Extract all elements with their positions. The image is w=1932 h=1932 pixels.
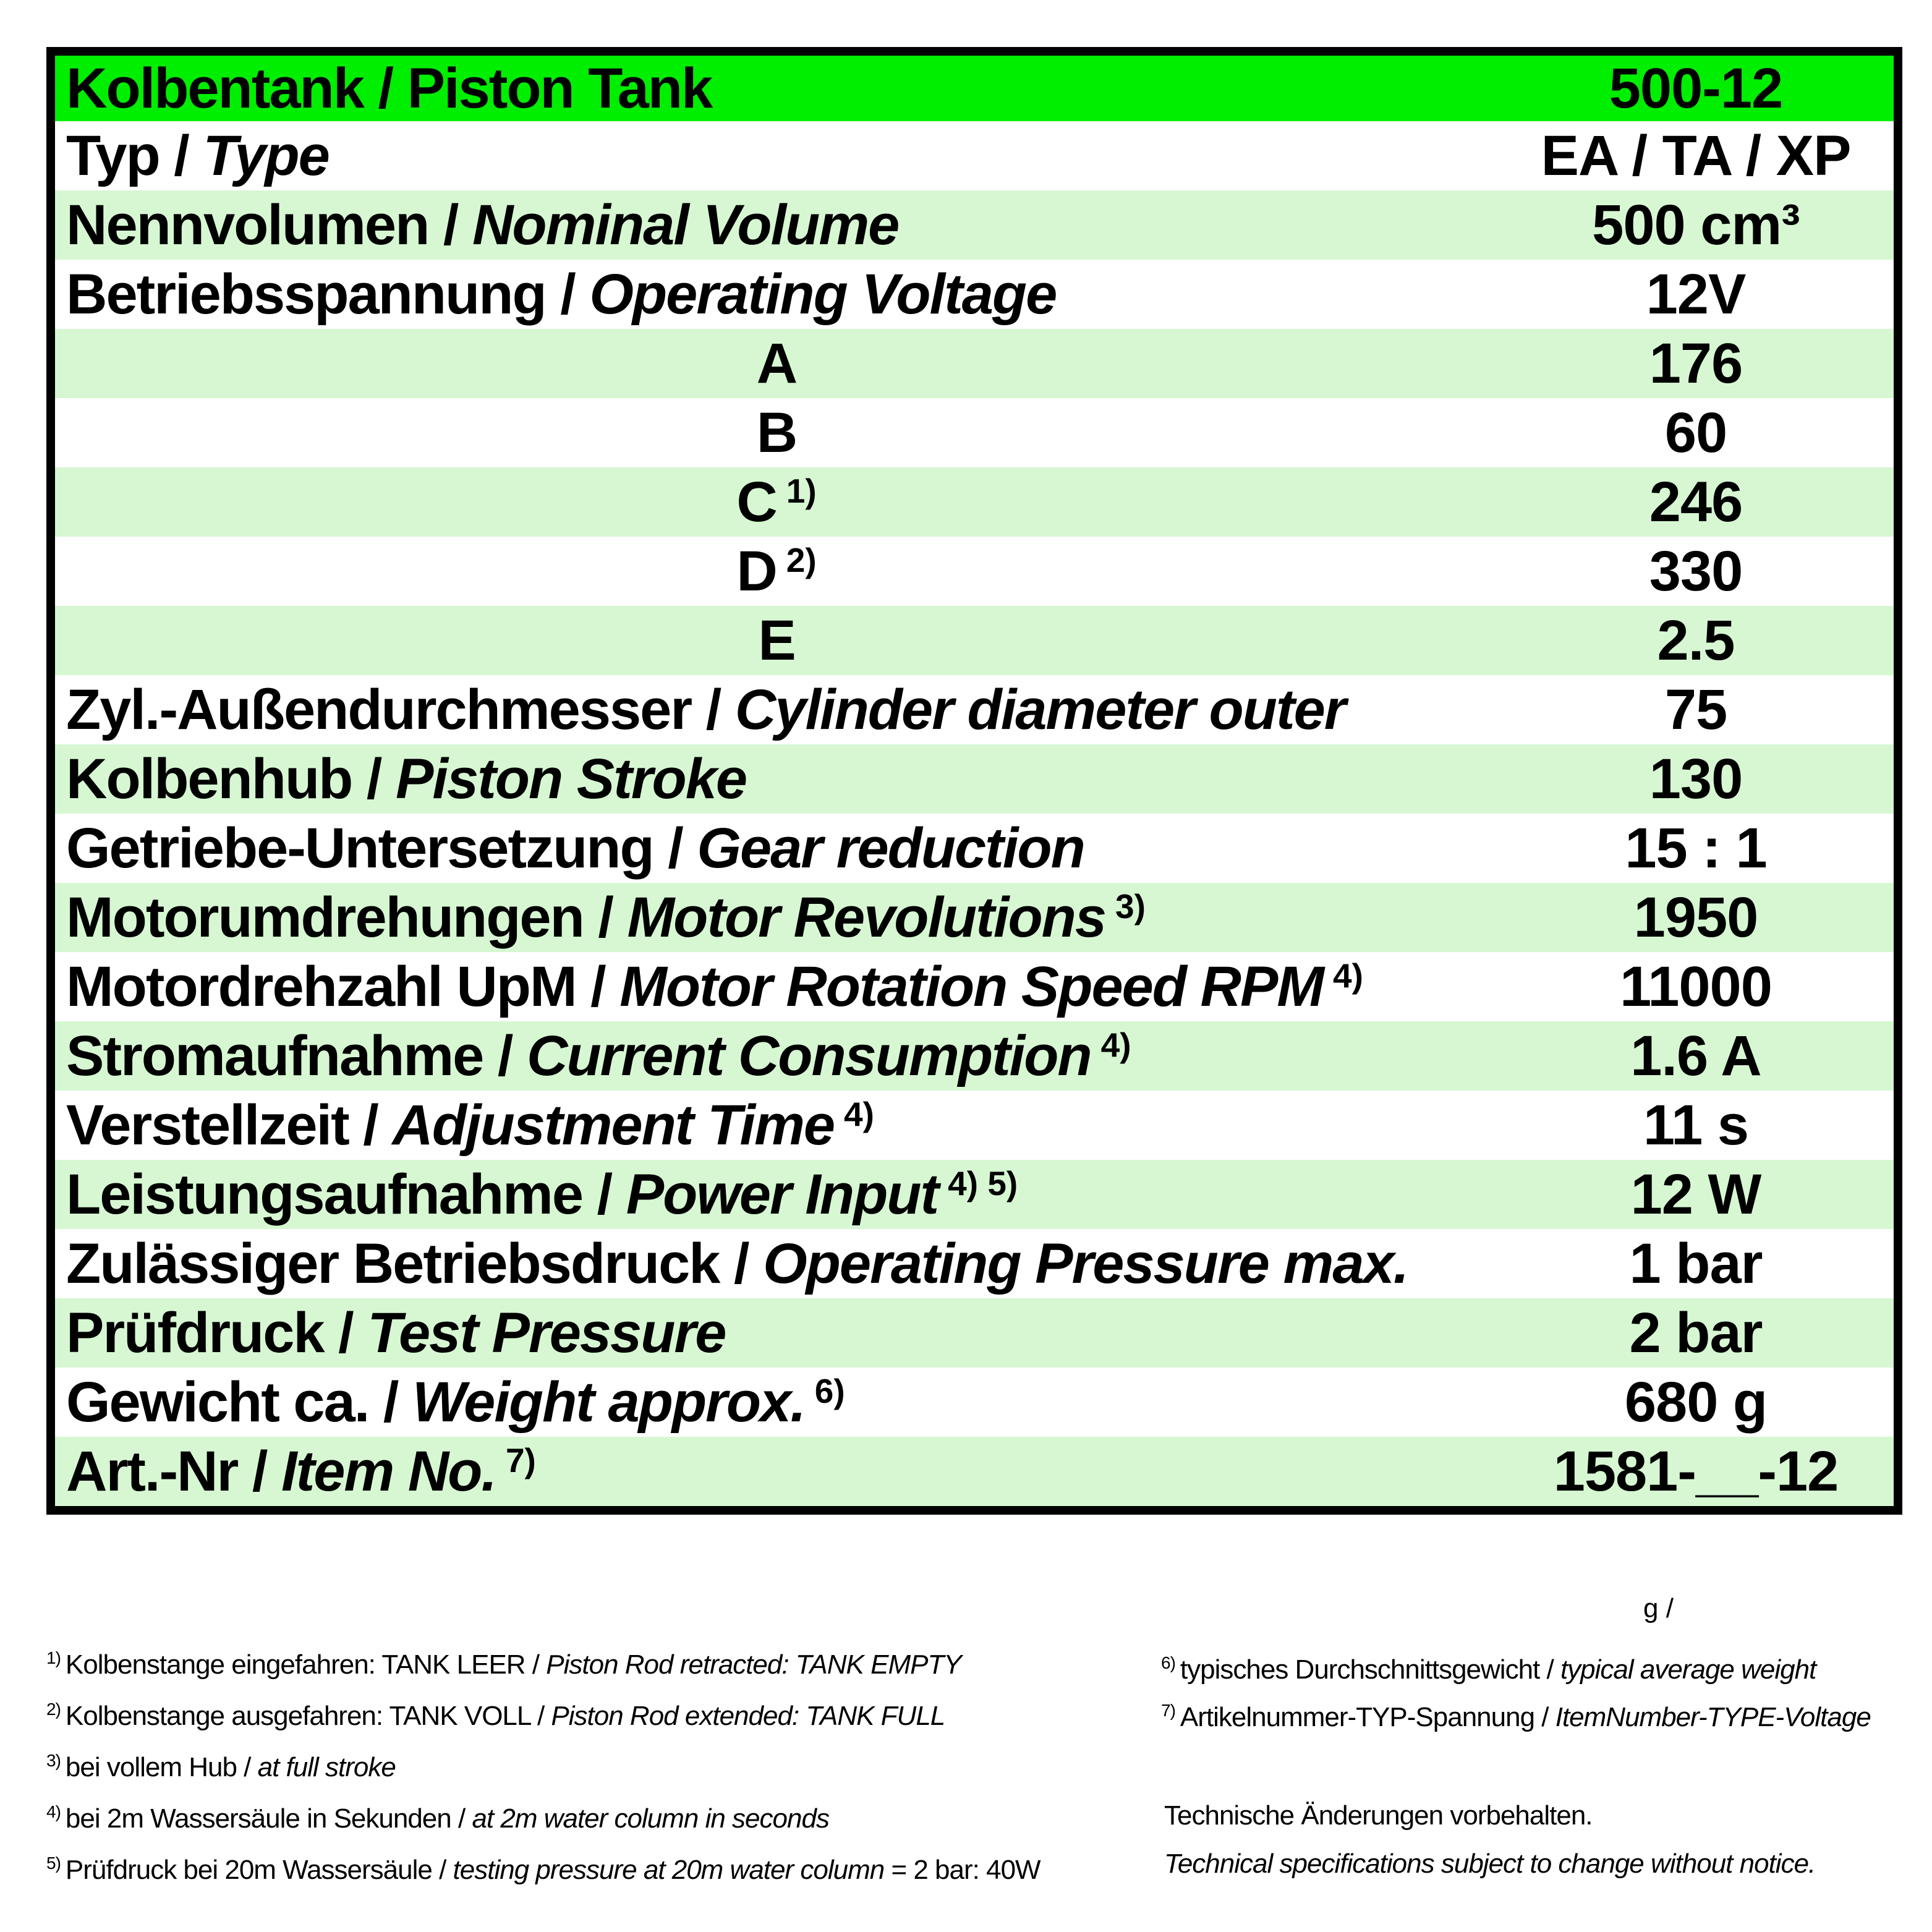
spec-row [55, 606, 1894, 675]
spec-row [55, 329, 1894, 398]
label-separator: / [653, 816, 697, 880]
row-label-de: A [756, 331, 797, 395]
row-value: 12 W [1630, 1162, 1761, 1226]
spec-row [55, 467, 1894, 537]
row-value: 500 cm³ [1592, 193, 1800, 257]
row-label [55, 539, 1498, 604]
row-label-en: Nominal Volume [472, 193, 899, 257]
row-value: 1950 [1633, 885, 1758, 949]
footnote-marker: 4) [1100, 1025, 1131, 1064]
row-label-de: E [758, 608, 795, 672]
row-label-de: Nennvolumen [66, 193, 429, 257]
label-separator: / [583, 885, 628, 949]
footnote-marker: 2) [786, 540, 817, 579]
row-label-de: Betriebsspannung [66, 262, 546, 326]
spec-row [55, 952, 1894, 1021]
footnote-marker: 4) [844, 1094, 874, 1133]
label-separator: / [428, 193, 472, 257]
footnotes-left [46, 1649, 1097, 1906]
footnote-marker: 4) [46, 1802, 61, 1821]
spec-row [55, 744, 1894, 814]
row-label-de: Zyl.-Außendurchmesser [66, 678, 692, 741]
row-value: 60 [1664, 401, 1727, 464]
row-label-de: D [736, 539, 777, 603]
row-label [55, 1370, 1498, 1435]
footnote-separator: / [530, 1701, 551, 1731]
footnote-en: at full stroke [257, 1752, 396, 1782]
row-value: 680 g [1624, 1370, 1768, 1434]
label-separator: / [576, 955, 620, 1018]
row-label-en: Operating Voltage [589, 262, 1057, 326]
label-separator: / [368, 1370, 412, 1434]
clipped-text: g / [1643, 1593, 1674, 1623]
label-separator: / [237, 1439, 282, 1503]
footnote-marker: 1) [786, 471, 817, 510]
spec-row [55, 260, 1894, 329]
row-value: 2 bar [1629, 1301, 1763, 1364]
spec-row [55, 398, 1894, 467]
footnote-de: typisches Durchschnittsgewicht [1180, 1654, 1540, 1685]
footnote-de: Kolbenstange ausgefahren: TANK VOLL [65, 1701, 530, 1731]
change-notice-de: Technische Änderungen vorbehalten. [1164, 1800, 1593, 1831]
row-label [55, 401, 1498, 466]
footnotes-right [1161, 1654, 1915, 1750]
spec-row [55, 121, 1894, 190]
row-value: 246 [1649, 470, 1743, 534]
row-label-de: Verstellzeit [66, 1093, 349, 1157]
spec-row [55, 1091, 1894, 1160]
footnote-separator: / [236, 1752, 258, 1782]
row-label-en: Operating Pressure max. [763, 1232, 1408, 1295]
label-separator: / [719, 1232, 764, 1295]
row-label [55, 678, 1498, 743]
row-value: 2.5 [1657, 608, 1735, 672]
spec-row [55, 190, 1894, 260]
row-label-de: Stromaufnahme [66, 1024, 483, 1087]
row-value: 1581-__-12 [1553, 1439, 1839, 1503]
row-value: 11 s [1643, 1093, 1748, 1157]
label-separator: / [352, 747, 396, 811]
spec-row [55, 675, 1894, 744]
footnote-en: Piston Rod retracted: TANK EMPTY [546, 1649, 961, 1680]
row-label-en: Type [203, 124, 329, 187]
footnote-tail: = 2 bar: 40W [884, 1855, 1040, 1885]
row-value: 330 [1649, 539, 1743, 603]
row-label [55, 1232, 1498, 1296]
footnote-separator: / [525, 1649, 547, 1680]
spec-row [55, 1368, 1894, 1437]
row-label [55, 955, 1498, 1019]
spec-row [55, 1298, 1894, 1368]
footnote-marker: 3) [1115, 887, 1146, 926]
row-label [55, 816, 1498, 881]
footnote [1161, 1702, 1915, 1733]
spec-row [55, 1160, 1894, 1229]
row-label [55, 608, 1498, 673]
footnote [46, 1701, 1097, 1732]
footnote-marker: 1) [46, 1648, 61, 1667]
row-label [55, 1162, 1498, 1227]
row-label-de: Leistungsaufnahme [66, 1162, 583, 1226]
footnote [46, 1855, 1097, 1886]
footnote-marker: 6) [814, 1371, 845, 1410]
row-label-de: Getriebe-Untersetzung [66, 816, 653, 880]
row-label-de: Gewicht ca. [66, 1370, 369, 1434]
row-value: 176 [1649, 331, 1743, 395]
row-label [55, 470, 1498, 535]
row-label [55, 1439, 1498, 1504]
label-separator: / [545, 262, 590, 326]
row-label [55, 193, 1498, 258]
spec-row [55, 1021, 1894, 1091]
footnote-separator: / [1539, 1654, 1560, 1685]
footnote-de: Prüfdruck bei 20m Wassersäule [65, 1855, 432, 1885]
footnote-en: testing pressure at 20m water column [453, 1855, 885, 1885]
footnote-separator: / [432, 1855, 453, 1885]
row-label-en: Current Consumption [527, 1024, 1091, 1087]
row-label-de: Motordrehzahl UpM [66, 955, 576, 1018]
spec-row [55, 1437, 1894, 1506]
row-label-en: Cylinder diameter outer [734, 678, 1345, 741]
footnote [1161, 1654, 1915, 1685]
row-label-de: Typ [66, 124, 160, 187]
row-value: 75 [1664, 678, 1727, 741]
row-label-de: C [736, 470, 777, 534]
footnote-marker: 7) [1161, 1701, 1175, 1720]
footnote-en: Piston Rod extended: TANK FULL [551, 1701, 945, 1731]
row-value: 15 : 1 [1625, 816, 1767, 880]
footnote-de: bei 2m Wassersäule in Sekunden [65, 1803, 451, 1834]
row-label-en: Piston Stroke [396, 747, 747, 811]
row-label-de: Art.-Nr [66, 1439, 238, 1503]
footnote-marker: 3) [46, 1751, 61, 1770]
footnote-marker: 2) [46, 1700, 61, 1719]
footnote-en: at 2m water column in seconds [472, 1803, 829, 1834]
row-label-en: Motor Revolutions [627, 885, 1105, 949]
spec-row [55, 883, 1894, 952]
row-label-de: B [756, 401, 797, 464]
row-label-de: Kolbenhub [66, 747, 352, 811]
footnote-en: typical average weight [1560, 1654, 1816, 1685]
footnote-separator: / [1541, 1702, 1555, 1732]
footnote-marker: 5) [46, 1853, 61, 1873]
row-value: 11000 [1620, 955, 1772, 1018]
label-separator: / [159, 124, 203, 187]
footnote-de: Artikelnummer-TYP-Spannung [1180, 1702, 1542, 1732]
table-rows [55, 121, 1894, 1506]
row-value: EA / TA / XP [1541, 124, 1851, 187]
row-label-en: Motor Rotation Speed RPM [619, 955, 1323, 1018]
row-label-de: Zulässiger Betriebsdruck [66, 1232, 720, 1295]
table-header-row [55, 56, 1894, 121]
label-separator: / [483, 1024, 527, 1087]
row-label-en: Test Pressure [367, 1301, 726, 1364]
change-notice [1164, 1800, 1815, 1879]
label-separator: / [348, 1093, 393, 1157]
table-header-value: 500-12 [1609, 56, 1783, 120]
row-label-de: Motorumdrehungen [66, 885, 584, 949]
footnote-separator: / [451, 1803, 472, 1834]
clipped-text-fragment [1643, 1593, 1736, 1626]
label-separator: / [323, 1301, 368, 1364]
footnote [46, 1752, 1097, 1783]
spec-table [46, 47, 1902, 1515]
row-value: 12V [1646, 262, 1746, 326]
row-label-en: Power Input [626, 1162, 938, 1226]
row-label-en: Adjustment Time [392, 1093, 835, 1157]
footnote-de: bei vollem Hub [65, 1752, 237, 1782]
footnote-marker: 6) [1161, 1653, 1175, 1672]
row-label [55, 331, 1498, 396]
row-value: 130 [1649, 747, 1743, 811]
footnote-marker: 4) [1333, 956, 1363, 995]
row-label [55, 747, 1498, 812]
change-notice-en: Technical specifications subject to change without notice. [1164, 1849, 1816, 1879]
spec-row [55, 537, 1894, 606]
label-separator: / [691, 678, 735, 741]
footnote [46, 1649, 1097, 1680]
row-label [55, 885, 1498, 950]
row-value: 1 bar [1629, 1232, 1763, 1295]
row-label-en: Weight approx. [412, 1370, 805, 1434]
row-label-en: Item No. [281, 1439, 496, 1503]
footnote [46, 1803, 1097, 1834]
label-separator: / [582, 1162, 626, 1226]
footnote-en: ItemNumber-TYPE-Voltage [1555, 1702, 1871, 1732]
table-title: Kolbentank / Piston Tank [66, 56, 712, 120]
footnote-de: Kolbenstange eingefahren: TANK LEER [65, 1649, 526, 1680]
footnote-marker: 4) 5) [948, 1164, 1018, 1202]
row-label-en: Gear reduction [697, 816, 1084, 880]
spec-row [55, 1229, 1894, 1298]
row-label-de: Prüfdruck [66, 1301, 324, 1364]
row-label [55, 1301, 1498, 1366]
spec-row [55, 814, 1894, 883]
footnote-marker: 7) [505, 1440, 536, 1479]
row-label [55, 262, 1498, 327]
row-label [55, 124, 1498, 189]
row-label [55, 1093, 1498, 1158]
row-value: 1.6 A [1630, 1024, 1761, 1087]
row-label [55, 1024, 1498, 1089]
